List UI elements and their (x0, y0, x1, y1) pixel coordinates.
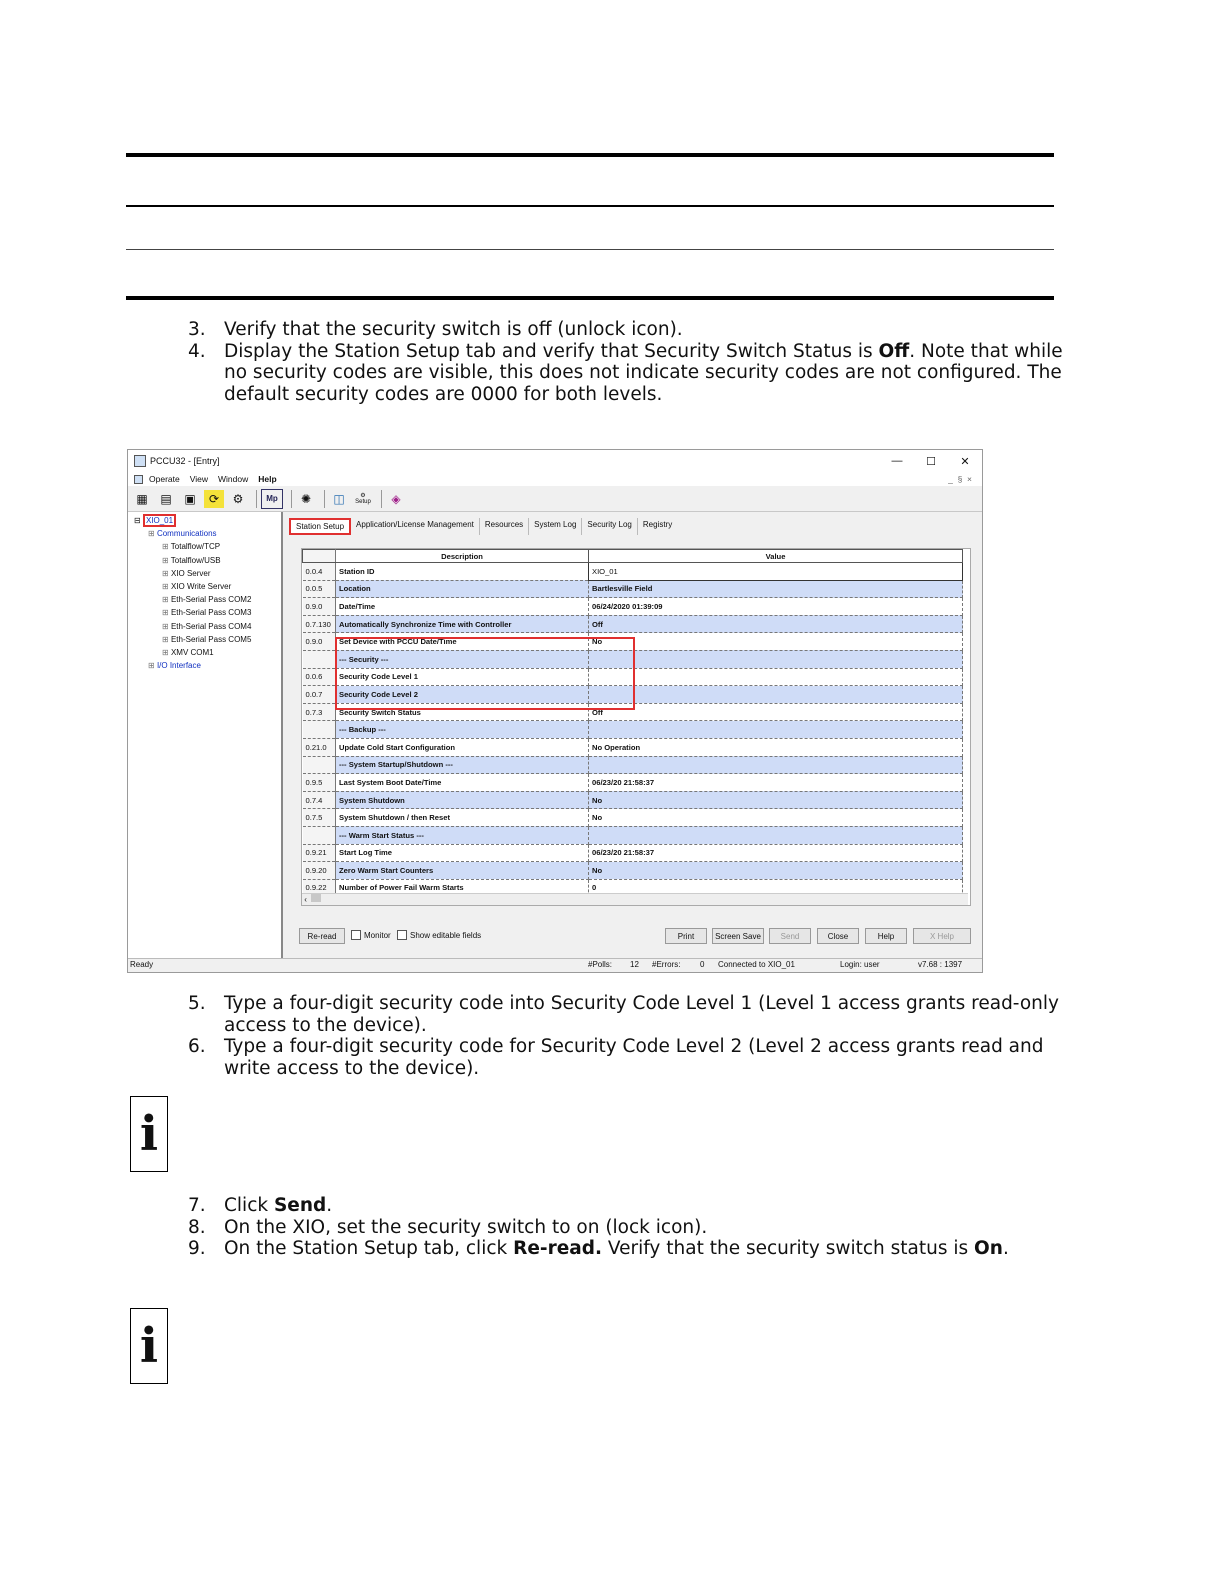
grid-row[interactable] (303, 563, 963, 581)
row-id: 0.0.6 (303, 668, 336, 686)
minimize-button[interactable]: — (891, 454, 903, 467)
row-id: 0.0.4 (303, 563, 336, 581)
row-description: System Shutdown (336, 791, 589, 809)
mdi-doc-icon (134, 475, 143, 484)
status-errors-label: #Errors: (652, 960, 681, 969)
maximize-button[interactable]: ☐ (926, 455, 936, 468)
app-icon (134, 455, 146, 467)
print-button[interactable]: Print (665, 928, 707, 944)
row-id (303, 650, 336, 668)
grid-row[interactable] (303, 650, 963, 668)
tree-item[interactable]: ⊞ Totalflow/USB (162, 555, 221, 565)
horizontal-scrollbar[interactable]: ‹ (302, 893, 968, 905)
info-icon-2: i (130, 1308, 168, 1384)
station-tree (128, 512, 283, 959)
row-description: Set Device with PCCU Date/Time (336, 633, 589, 651)
row-id: 0.9.22 (303, 879, 336, 897)
col-description: Description (336, 550, 589, 563)
help-button[interactable]: Help (865, 928, 907, 944)
tree-item[interactable]: ⊞ Totalflow/TCP (162, 542, 221, 552)
header-rule-top (126, 153, 1054, 157)
toolbar (128, 486, 982, 512)
step-3: 3. Verify that the security switch is off (unlock icon). (188, 319, 683, 340)
tree-root-label[interactable]: XIO_01 (143, 514, 176, 527)
collect-icon[interactable]: ▣ (184, 491, 196, 506)
steps-group-a (188, 319, 1088, 406)
setup-icon[interactable]: ⚙ Setup (355, 493, 371, 505)
row-description: --- Security --- (336, 650, 589, 668)
steps-group-b (188, 993, 1088, 1080)
row-value[interactable] (589, 756, 963, 774)
row-description: Number of Power Fail Warm Starts (336, 879, 589, 897)
status-errors: 0 (700, 960, 705, 969)
tree-item[interactable]: ⊞ Eth-Serial Pass COM4 (162, 621, 252, 631)
row-id: 0.7.4 (303, 791, 336, 809)
step-9: 9. On the Station Setup tab, click Re-read. Verify that the security switch status is On. (188, 1238, 1009, 1260)
header-rule-2 (126, 205, 1054, 207)
calendar-icon[interactable]: ▤ (160, 491, 172, 506)
row-value[interactable] (589, 721, 963, 739)
row-description: --- System Startup/Shutdown --- (336, 756, 589, 774)
tree-item[interactable]: ⊞ Communications (148, 529, 217, 539)
station-setup-grid (301, 548, 971, 906)
mdi-controls[interactable]: _ § × (948, 474, 972, 484)
pccu-screenshot (127, 449, 983, 973)
grid-row[interactable] (303, 686, 963, 704)
status-version: v7.68 : 1397 (918, 960, 963, 969)
tab-security-log[interactable]: Security Log (582, 518, 637, 535)
header-rule-3 (126, 249, 1054, 250)
row-id: 0.9.5 (303, 774, 336, 792)
screen-save-button[interactable]: Screen Save (712, 928, 764, 944)
row-description: Location (336, 580, 589, 598)
row-value[interactable]: Off (589, 615, 963, 633)
row-value[interactable]: No (589, 809, 963, 827)
row-value[interactable]: No Operation (589, 738, 963, 756)
grid-row[interactable] (303, 791, 963, 809)
xhelp-button[interactable]: X Help (913, 928, 971, 944)
step-4: 4. Display the Station Setup tab and verify that Security Switch Status is Off. Note that while no security codes are visible, this does not indicate security codes are not configured. The default security codes are 0000 for both levels. (188, 340, 1063, 406)
tree-item[interactable]: ⊞ Eth-Serial Pass COM3 (162, 608, 252, 618)
steps-group-c (188, 1195, 1088, 1260)
send-button[interactable]: Send (769, 928, 811, 944)
row-value[interactable]: No (589, 862, 963, 880)
tab-registry[interactable]: Registry (642, 520, 673, 529)
row-value[interactable]: No (589, 791, 963, 809)
close-window-button[interactable]: ✕ (960, 455, 970, 468)
row-id: 0.9.0 (303, 598, 336, 616)
row-description: Security Code Level 2 (336, 686, 589, 704)
grid-row[interactable] (303, 809, 963, 827)
status-polls: 12 (630, 960, 639, 969)
status-connected: Connected to XIO_01 (718, 960, 795, 969)
mp-icon[interactable]: Mp (261, 489, 283, 509)
grid-row[interactable] (303, 826, 963, 844)
row-id: 0.21.0 (303, 738, 336, 756)
tree-item[interactable]: ⊞ XIO Write Server (162, 582, 232, 592)
header-rule-bottom (126, 296, 1054, 300)
status-ready: Ready (130, 960, 154, 969)
book-icon[interactable]: ◫ (333, 491, 345, 506)
row-description: Date/Time (336, 598, 589, 616)
refresh-icon[interactable]: ⟳ (204, 490, 224, 508)
row-description: --- Warm Start Status --- (336, 826, 589, 844)
status-login: Login: user (840, 960, 880, 969)
tab-application-license[interactable]: Application/License Management (351, 518, 480, 535)
row-value[interactable] (589, 826, 963, 844)
window-title: PCCU32 - [Entry] (150, 456, 220, 466)
row-description: Zero Warm Start Counters (336, 862, 589, 880)
tab-resources[interactable]: Resources (480, 518, 529, 535)
help-book-icon[interactable]: ◈ (391, 491, 401, 506)
row-value[interactable]: 06/24/2020 01:39:09 (589, 598, 963, 616)
grid-row[interactable] (303, 633, 963, 651)
station-setup-pane (285, 512, 982, 959)
grid-row[interactable] (303, 703, 963, 721)
entry-icon[interactable]: ▦ (136, 491, 148, 506)
bottom-buttons (299, 928, 979, 946)
step-7: 7. Click Send. (188, 1195, 333, 1216)
row-description: System Shutdown / then Reset (336, 809, 589, 827)
row-id (303, 826, 336, 844)
grid-body (303, 563, 963, 907)
row-id: 0.7.3 (303, 703, 336, 721)
row-id: 0.9.21 (303, 844, 336, 862)
grid-row[interactable] (303, 598, 963, 616)
row-description: Station ID (336, 563, 589, 581)
row-value[interactable]: Off (589, 703, 963, 721)
tree-items (128, 527, 281, 672)
tree-root[interactable]: ⊟ XIO_01 (128, 514, 281, 527)
row-value[interactable]: XIO_01 (589, 563, 963, 581)
row-id: 0.0.5 (303, 580, 336, 598)
row-id: 0.7.5 (303, 809, 336, 827)
row-value[interactable] (589, 650, 963, 668)
row-id (303, 721, 336, 739)
row-id: 0.7.130 (303, 615, 336, 633)
row-id: 0.9.0 (303, 633, 336, 651)
tree-item[interactable]: ⊞ XIO Server (162, 568, 211, 578)
row-description: --- Backup --- (336, 721, 589, 739)
grid-row[interactable] (303, 668, 963, 686)
info-icon: i (130, 1096, 168, 1172)
grid-row[interactable] (303, 738, 963, 756)
grid-row[interactable] (303, 774, 963, 792)
row-value[interactable]: Bartlesville Field (589, 580, 963, 598)
grid-row[interactable] (303, 756, 963, 774)
tab-bar (289, 518, 677, 535)
row-id: 0.0.7 (303, 686, 336, 704)
ball-icon[interactable]: ✺ (300, 491, 312, 506)
monitor-checkbox[interactable]: Monitor (351, 930, 391, 940)
col-value: Value (589, 550, 963, 563)
grid-row[interactable] (303, 721, 963, 739)
row-description: Start Log Time (336, 844, 589, 862)
grid-row[interactable] (303, 615, 963, 633)
row-id (303, 756, 336, 774)
row-description: Security Code Level 1 (336, 668, 589, 686)
menu-view[interactable]: View (189, 474, 208, 484)
close-button[interactable]: Close (817, 928, 859, 944)
row-value[interactable]: 06/23/20 21:58:37 (589, 844, 963, 862)
grid-row[interactable] (303, 862, 963, 880)
row-description: Security Switch Status (336, 703, 589, 721)
row-value[interactable] (589, 668, 963, 686)
tab-system-log[interactable]: System Log (529, 518, 582, 535)
grid-row[interactable] (303, 844, 963, 862)
step-8: 8. On the XIO, set the security switch to on (lock icon). (188, 1216, 708, 1238)
tree-item[interactable]: ⊞ XMV COM1 (162, 648, 214, 658)
reread-button[interactable]: Re-read (299, 928, 345, 944)
row-description: Last System Boot Date/Time (336, 774, 589, 792)
row-value[interactable]: 0 (589, 879, 963, 897)
grid-row[interactable] (303, 580, 963, 598)
menu-help[interactable]: Help (258, 474, 277, 484)
tab-station-setup[interactable]: Station Setup (289, 518, 351, 535)
tree-icon[interactable]: ⚙ (232, 491, 244, 506)
status-polls-label: #Polls: (588, 960, 613, 969)
tree-item[interactable]: ⊞ Eth-Serial Pass COM5 (162, 634, 252, 644)
menu-bar (128, 472, 982, 486)
row-value[interactable]: No (589, 633, 963, 651)
show-editable-checkbox[interactable]: Show editable fields (397, 930, 481, 940)
row-id: 0.9.20 (303, 862, 336, 880)
tree-item[interactable]: ⊞ Eth-Serial Pass COM2 (162, 595, 252, 605)
step-6: 6. Type a four-digit security code for Security Code Level 2 (Level 2 access grants read and write access to the device). (188, 1036, 1044, 1080)
tree-item[interactable]: ⊞ I/O Interface (148, 661, 201, 671)
window-titlebar (128, 450, 982, 472)
row-value[interactable] (589, 686, 963, 704)
row-value[interactable]: 06/23/20 21:58:37 (589, 774, 963, 792)
status-bar (128, 958, 982, 972)
row-description: Automatically Synchronize Time with Controller (336, 615, 589, 633)
menu-operate[interactable]: Operate (149, 474, 180, 484)
menu-window[interactable]: Window (218, 474, 249, 484)
step-5: 5. Type a four-digit security code into Security Code Level 1 (Level 1 access grants read-only access to the device). (188, 993, 1059, 1036)
row-description: Update Cold Start Configuration (336, 738, 589, 756)
